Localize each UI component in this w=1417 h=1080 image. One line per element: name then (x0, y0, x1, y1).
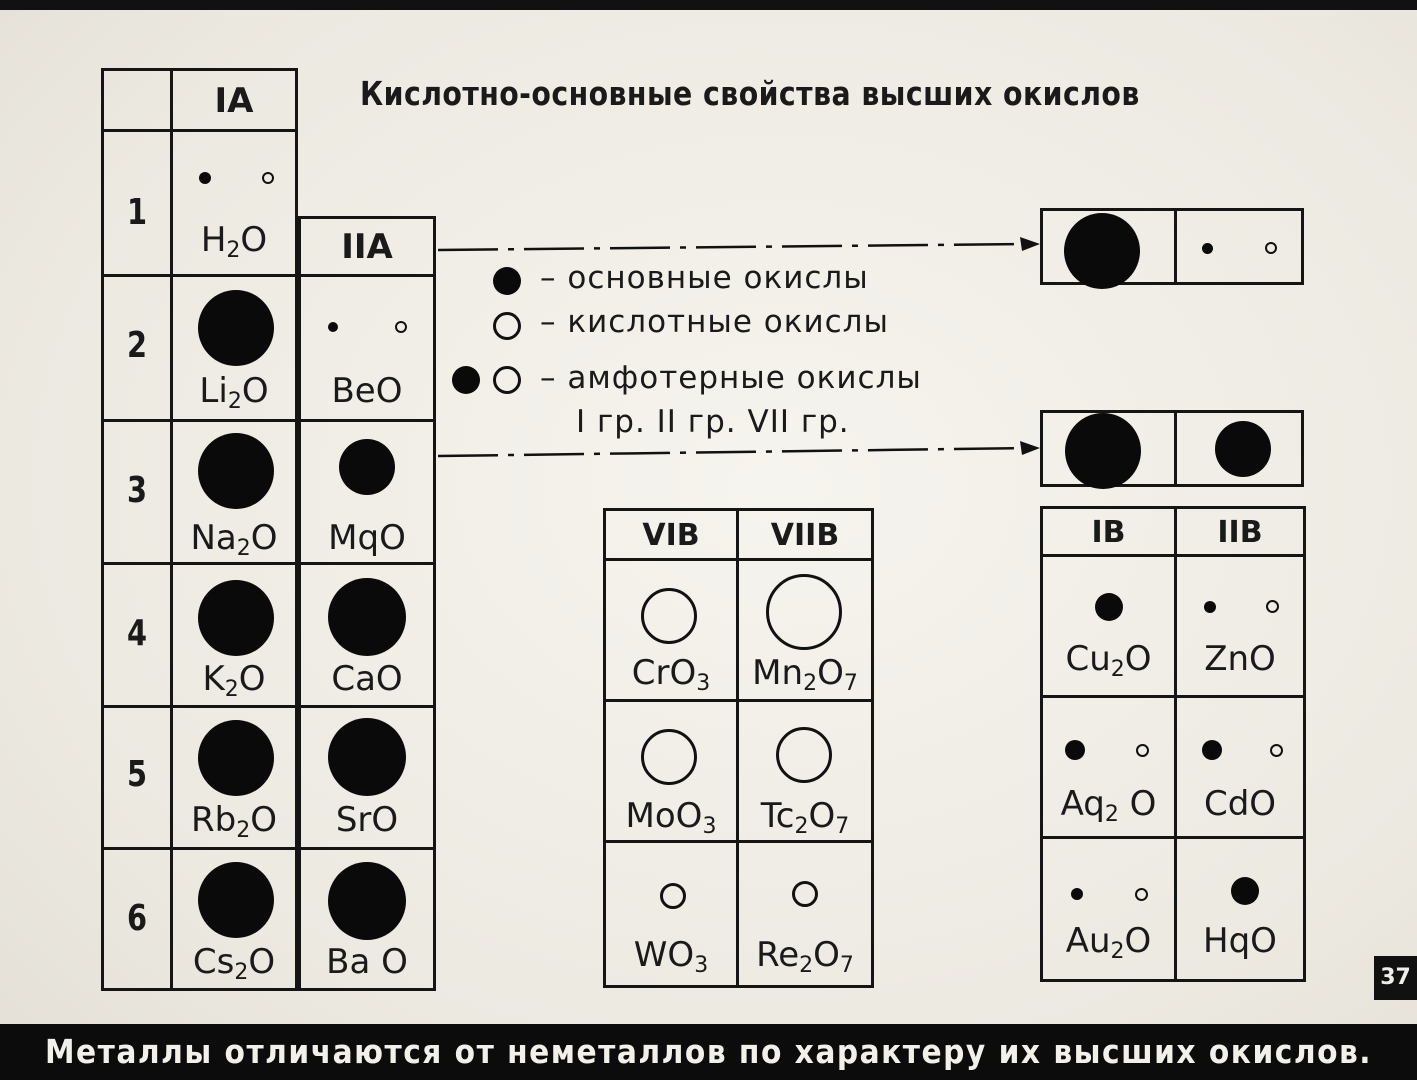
formula-cro3: CrO$_3$ (631, 653, 711, 696)
basic-dot-small (1071, 888, 1083, 900)
formula-cs2o: $Cs_2O$ (192, 942, 276, 985)
formula-zno: ZnO (1204, 639, 1276, 679)
cell-mn2o7 (736, 558, 874, 702)
legend-basic-icon (493, 267, 521, 295)
slide-caption: Металлы отличаются от неметаллов по характеру их высших окислов. (44, 1032, 1373, 1071)
acidic-dot (641, 588, 697, 644)
basic-dot-small (1065, 740, 1085, 760)
formula-bao: Ba O (326, 942, 408, 982)
page-number-badge: 37 (1374, 956, 1417, 1000)
arrow-line-top (438, 244, 1030, 250)
legend-amphoteric-open-icon (493, 366, 521, 394)
acidic-dot-small (1270, 744, 1283, 757)
target-box-bottom-left (1040, 410, 1177, 487)
cell-wo3 (603, 840, 739, 988)
cell-zno (1174, 554, 1306, 698)
formula-sro: SrO (335, 800, 399, 840)
period-label-6: 6 (126, 898, 148, 939)
formula-re2o7: $Re_2O_7$ (756, 935, 854, 978)
formula-k2o: $K_2O$ (202, 659, 266, 702)
acidic-dot-small (792, 881, 818, 907)
acidic-dot-small (660, 883, 686, 909)
slide-title: Кислотно-основные свойства высших окислов (360, 74, 1140, 113)
header-ia-label: IA (214, 81, 254, 121)
header-viib (736, 508, 874, 561)
arrow-head-bottom (1020, 441, 1040, 455)
formula-wo3: $WO_3$ (633, 935, 709, 978)
arrow-line-bottom (438, 448, 1030, 456)
formula-cao: CaO (331, 659, 403, 699)
formula-beo: BeO (331, 371, 403, 411)
period-label-2: 2 (126, 325, 148, 366)
cell-cro3 (603, 558, 739, 702)
legend-acidic-icon (493, 312, 521, 340)
cell-moo3 (603, 699, 739, 843)
cell-aq2o (1040, 695, 1177, 839)
period-label-4: 4 (126, 613, 148, 654)
acidic-dot (641, 729, 697, 785)
cell-re2o7 (736, 840, 874, 988)
header-vib (603, 508, 739, 561)
acidic-dot-small (1135, 888, 1148, 901)
acidic-dot (776, 727, 832, 783)
period-label-3: 3 (126, 470, 148, 511)
formula-mqo: MqO (328, 518, 406, 558)
header-iib (1174, 506, 1306, 557)
cell-cu2o (1040, 554, 1177, 698)
acidic-dot (766, 574, 842, 650)
header-iia-label: IIA (341, 227, 393, 267)
acidic-dot-small (1266, 600, 1279, 613)
basic-dot (1064, 213, 1140, 289)
acidic-dot-small (1136, 744, 1149, 757)
formula-na2o: $Na_2O$ (190, 518, 278, 561)
period-label-5: 5 (126, 754, 148, 795)
target-box-top-right (1174, 208, 1304, 285)
formula-moo3: MoO$_3$ (625, 796, 717, 839)
cell-cdo (1174, 695, 1306, 839)
legend-basic-text: – основные окислы (540, 260, 869, 296)
cell-hqo (1174, 836, 1306, 982)
header-viib-label: VIIB (770, 518, 840, 553)
target-box-bottom-right (1174, 410, 1304, 487)
basic-dot (1215, 421, 1271, 477)
legend-groups-text: I гр. II гр. VII гр. (576, 404, 850, 440)
legend-amphoteric-text: – амфотерные окислы (540, 360, 922, 396)
basic-dot (1231, 877, 1259, 905)
arrow-head-top (1020, 237, 1040, 251)
basic-dot-small (1204, 601, 1216, 613)
legend-acidic-text: – кислотные окислы (540, 304, 889, 340)
formula-cu2o: $Cu_2O$ (1065, 639, 1152, 682)
cell-tc2o7 (736, 699, 874, 843)
formula-cdo: CdO (1203, 784, 1277, 824)
basic-dot (1095, 593, 1123, 621)
basic-dot (1065, 413, 1141, 489)
header-vib-label: VIB (642, 518, 700, 553)
period-label-1: 1 (126, 192, 148, 233)
formula-li2o: $Li_2O$ (199, 371, 269, 414)
basic-dot-small (1202, 740, 1222, 760)
acidic-dot-small (1265, 242, 1277, 254)
formula-tc2o7: $Tc_2O_7$ (760, 796, 850, 839)
basic-dot-small (1202, 243, 1213, 254)
cell-au2o (1040, 836, 1177, 982)
header-ib (1040, 506, 1177, 557)
formula-mn2o7: $Mn_2O_7$ (752, 653, 858, 696)
formula-rb2o: $Rb_2O$ (191, 800, 277, 843)
header-iib-label: IIB (1217, 515, 1263, 550)
formula-h2o: $H_2O$ (200, 220, 268, 263)
legend-amphoteric-filled-icon (452, 366, 480, 394)
formula-hqo: HqO (1203, 921, 1277, 961)
formula-au2o: $Au_2O$ (1065, 921, 1152, 964)
header-ib-label: IB (1091, 515, 1126, 550)
target-box-top-left (1040, 208, 1177, 285)
formula-aq2o: $Aq_2$ O (1060, 784, 1157, 827)
